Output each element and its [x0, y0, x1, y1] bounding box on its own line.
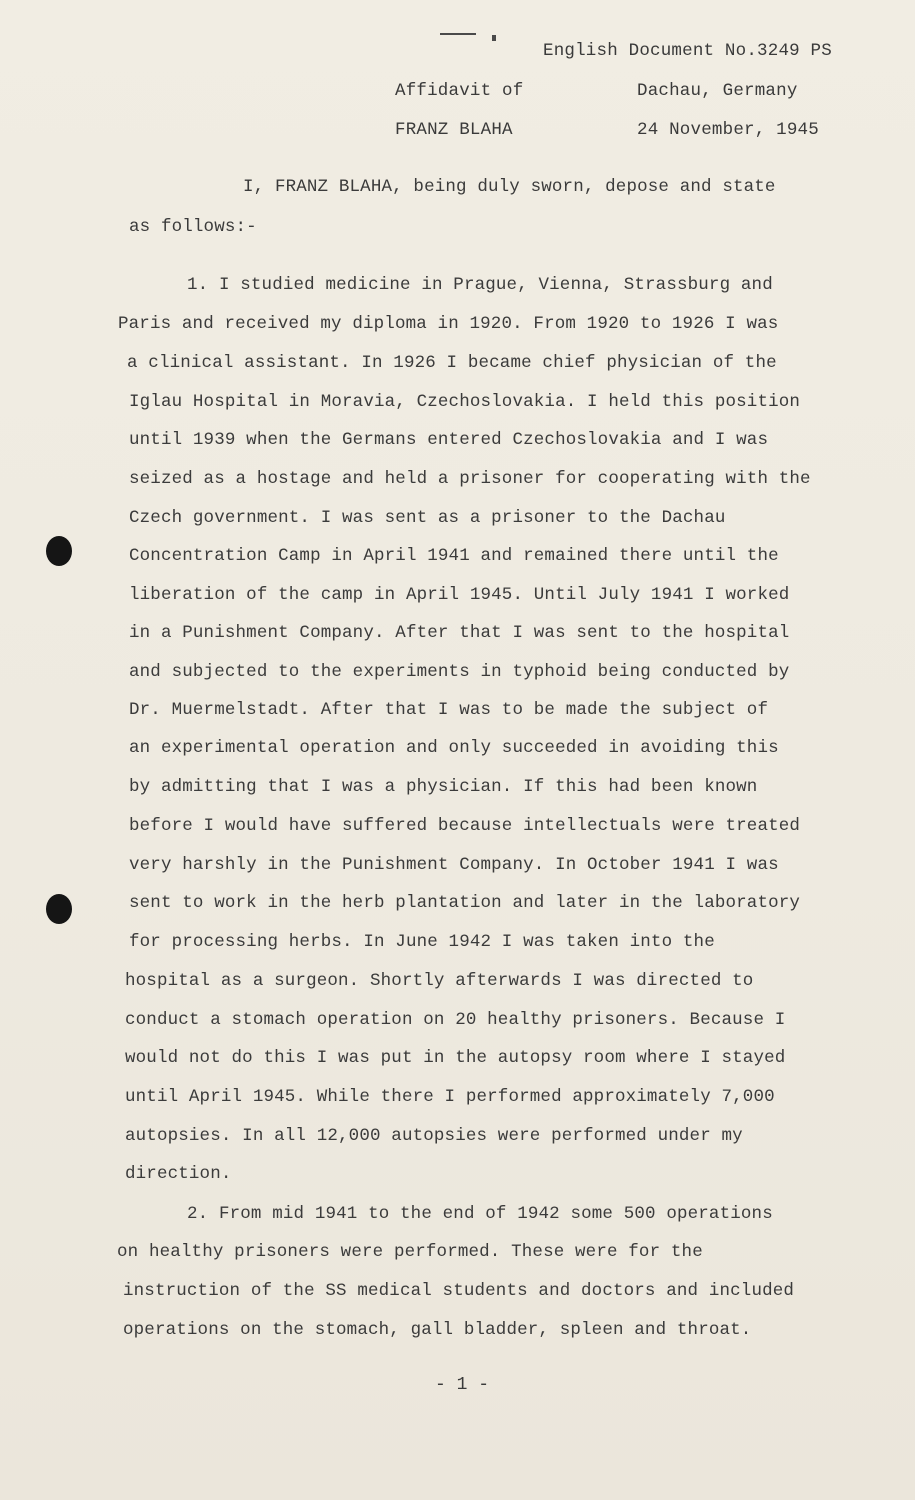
text-line: direction.: [125, 1164, 232, 1184]
punch-hole-upper: [46, 536, 72, 566]
text-line: and subjected to the experiments in typhoid being conducted by: [129, 662, 790, 682]
intro-line: as follows:-: [129, 217, 257, 237]
text-line: liberation of the camp in April 1945. Until July 1941 I worked: [129, 585, 790, 605]
text-line: autopsies. In all 12,000 autopsies were performed under my: [125, 1126, 743, 1146]
text-line: very harshly in the Punishment Company. In October 1941 I was: [129, 855, 779, 875]
text-line: Paris and received my diploma in 1920. From 1920 to 1926 I was: [118, 314, 779, 334]
document-date: 24 November, 1945: [637, 120, 819, 140]
text-line: a clinical assistant. In 1926 I became chief physician of the: [127, 353, 777, 373]
text-line: on healthy prisoners were performed. These were for the: [117, 1242, 703, 1262]
text-line: by admitting that I was a physician. If this had been known: [129, 777, 758, 797]
location: Dachau, Germany: [637, 81, 798, 101]
text-line: before I would have suffered because intellectuals were treated: [129, 816, 801, 836]
text-line: 2. From mid 1941 to the end of 1942 some 500 operations: [187, 1204, 773, 1224]
text-line: Dr. Muermelstadt. After that I was to be made the subject of: [129, 700, 769, 720]
deponent-name: FRANZ BLAHA: [395, 120, 513, 140]
text-line: would not do this I was put in the autopsy room where I stayed: [125, 1048, 786, 1068]
text-line: hospital as a surgeon. Shortly afterwards I was directed to: [125, 971, 754, 991]
intro-line: I, FRANZ BLAHA, being duly sworn, depose and state: [243, 177, 776, 197]
text-line: 1. I studied medicine in Prague, Vienna, Strassburg and: [187, 275, 773, 295]
text-line: Concentration Camp in April 1941 and remained there until the: [129, 546, 779, 566]
text-line: an experimental operation and only succeeded in avoiding this: [129, 738, 779, 758]
text-line: conduct a stomach operation on 20 healthy prisoners. Because I: [125, 1010, 786, 1030]
page-number: - 1 -: [435, 1375, 490, 1395]
text-line: until April 1945. While there I performed approximately 7,000: [125, 1087, 775, 1107]
ink-mark: [440, 33, 476, 35]
document-number: English Document No.3249 PS: [543, 41, 832, 61]
text-line: operations on the stomach, gall bladder, spleen and throat.: [123, 1320, 752, 1340]
ink-mark: [492, 35, 496, 41]
text-line: instruction of the SS medical students and doctors and included: [123, 1281, 795, 1301]
text-line: in a Punishment Company. After that I was sent to the hospital: [129, 623, 790, 643]
text-line: Iglau Hospital in Moravia, Czechoslovakia. I held this position: [129, 392, 801, 412]
text-line: until 1939 when the Germans entered Czechoslovakia and I was: [129, 430, 769, 450]
affidavit-label: Affidavit of: [395, 81, 524, 101]
text-line: Czech government. I was sent as a prisoner to the Dachau: [129, 508, 726, 528]
text-line: seized as a hostage and held a prisoner for cooperating with the: [129, 469, 811, 489]
punch-hole-lower: [46, 894, 72, 924]
text-line: for processing herbs. In June 1942 I was taken into the: [129, 932, 715, 952]
text-line: sent to work in the herb plantation and later in the laboratory: [129, 893, 801, 913]
